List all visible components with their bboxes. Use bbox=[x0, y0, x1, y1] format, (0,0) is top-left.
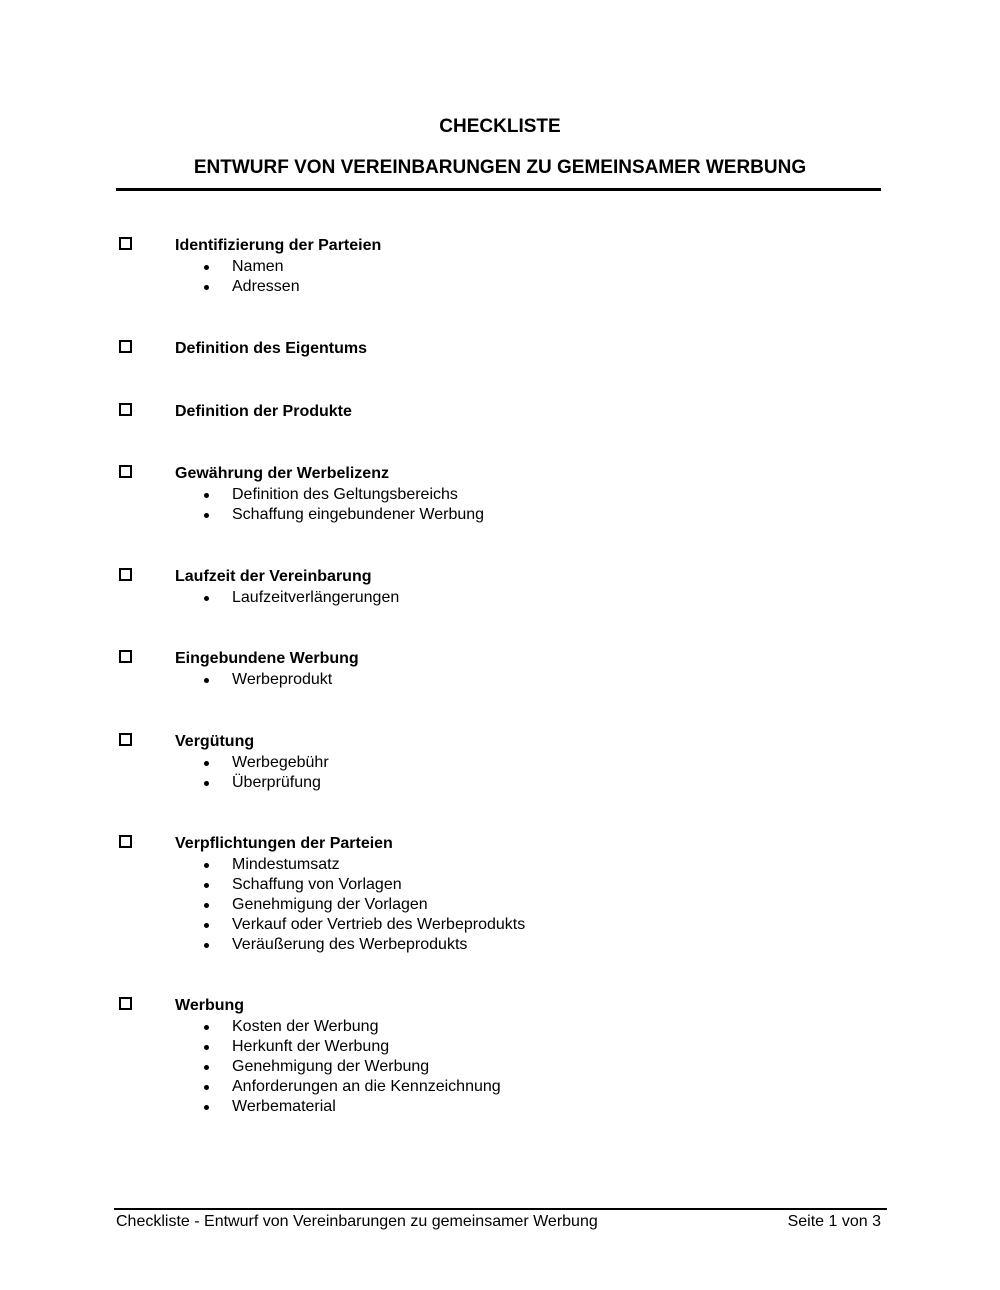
list-item-text: Veräußerung des Werbeprodukts bbox=[232, 936, 468, 953]
list-item-text: Überprüfung bbox=[232, 774, 321, 791]
list-item bbox=[200, 257, 300, 277]
section-title: Eingebundene Werbung bbox=[175, 650, 359, 667]
section-title: Identifizierung der Parteien bbox=[175, 237, 382, 254]
section-title: Vergütung bbox=[175, 733, 255, 750]
list-item-text: Mindestumsatz bbox=[232, 856, 340, 873]
list-item-text: Genehmigung der Vorlagen bbox=[232, 896, 428, 913]
list-item-text: Definition des Geltungsbereichs bbox=[232, 486, 458, 503]
bullet-icon bbox=[204, 943, 209, 948]
list-item-text: Namen bbox=[232, 258, 284, 275]
section-title: Definition der Produkte bbox=[175, 403, 352, 420]
list-item-text: Adressen bbox=[232, 278, 300, 295]
list-item bbox=[200, 935, 525, 955]
bullet-icon bbox=[204, 678, 209, 683]
section-title: Werbung bbox=[175, 997, 245, 1014]
list-item bbox=[200, 1037, 501, 1057]
section-title: Gewährung der Werbelizenz bbox=[175, 465, 389, 482]
section-title: Definition des Eigentums bbox=[175, 340, 368, 357]
list-item bbox=[200, 505, 484, 525]
footer-divider bbox=[114, 1208, 887, 1210]
bullet-icon bbox=[204, 761, 209, 766]
list-item bbox=[200, 1077, 501, 1097]
checkbox-icon[interactable] bbox=[119, 403, 132, 416]
bullet-list bbox=[200, 257, 300, 297]
bullet-icon bbox=[204, 883, 209, 888]
header-divider bbox=[116, 188, 881, 191]
bullet-icon bbox=[204, 903, 209, 908]
bullet-icon bbox=[204, 1045, 209, 1050]
list-item-text: Werbeprodukt bbox=[232, 671, 333, 688]
checkbox-icon[interactable] bbox=[119, 835, 132, 848]
list-item bbox=[200, 1057, 501, 1077]
bullet-list bbox=[200, 855, 525, 955]
bullet-icon bbox=[204, 1085, 209, 1090]
bullet-icon bbox=[204, 863, 209, 868]
list-item-text: Verkauf oder Vertrieb des Werbeprodukts bbox=[232, 916, 526, 933]
checkbox-icon[interactable] bbox=[119, 650, 132, 663]
list-item-text: Kosten der Werbung bbox=[232, 1018, 379, 1035]
list-item bbox=[200, 773, 329, 793]
list-item bbox=[200, 875, 525, 895]
list-item bbox=[200, 753, 329, 773]
checkbox-icon[interactable] bbox=[119, 340, 132, 353]
checkbox-icon[interactable] bbox=[119, 465, 132, 478]
list-item bbox=[200, 1017, 501, 1037]
bullet-icon bbox=[204, 285, 209, 290]
list-item-text: Genehmigung der Werbung bbox=[232, 1058, 430, 1075]
list-item bbox=[200, 915, 525, 935]
list-item bbox=[200, 485, 484, 505]
bullet-icon bbox=[204, 923, 209, 928]
list-item bbox=[200, 895, 525, 915]
list-item-text: Herkunft der Werbung bbox=[232, 1038, 390, 1055]
bullet-list bbox=[200, 670, 332, 690]
bullet-icon bbox=[204, 596, 209, 601]
section-title: Laufzeit der Vereinbarung bbox=[175, 568, 372, 585]
bullet-icon bbox=[204, 1025, 209, 1030]
document-subtitle: ENTWURF VON VEREINBARUNGEN ZU GEMEINSAMER WERBUNG bbox=[193, 157, 807, 178]
checkbox-icon[interactable] bbox=[119, 997, 132, 1010]
footer-page-number: Seite 1 von 3 bbox=[787, 1213, 881, 1230]
list-item-text: Schaffung eingebundener Werbung bbox=[232, 506, 485, 523]
bullet-list bbox=[200, 1017, 501, 1117]
document-title: CHECKLISTE bbox=[439, 116, 561, 137]
list-item bbox=[200, 277, 300, 297]
bullet-icon bbox=[204, 781, 209, 786]
bullet-icon bbox=[204, 513, 209, 518]
list-item-text: Werbematerial bbox=[232, 1098, 336, 1115]
list-item bbox=[200, 855, 525, 875]
checkbox-icon[interactable] bbox=[119, 568, 132, 581]
checkbox-icon[interactable] bbox=[119, 237, 132, 250]
bullet-icon bbox=[204, 1105, 209, 1110]
footer-document-name: Checkliste - Entwurf von Vereinbarungen zu gemeinsamer Werbung bbox=[116, 1213, 598, 1230]
list-item-text: Werbegebühr bbox=[232, 754, 329, 771]
bullet-icon bbox=[204, 1065, 209, 1070]
list-item-text: Anforderungen an die Kennzeichnung bbox=[232, 1078, 501, 1095]
list-item bbox=[200, 670, 332, 690]
list-item-text: Schaffung von Vorlagen bbox=[232, 876, 402, 893]
bullet-icon bbox=[204, 493, 209, 498]
checkbox-icon[interactable] bbox=[119, 733, 132, 746]
list-item bbox=[200, 588, 399, 608]
list-item-text: Laufzeitverlängerungen bbox=[232, 589, 400, 606]
bullet-list bbox=[200, 588, 399, 608]
bullet-list bbox=[200, 485, 484, 525]
bullet-list bbox=[200, 753, 329, 793]
list-item bbox=[200, 1097, 501, 1117]
section-title: Verpflichtungen der Parteien bbox=[175, 835, 393, 852]
bullet-icon bbox=[204, 265, 209, 270]
